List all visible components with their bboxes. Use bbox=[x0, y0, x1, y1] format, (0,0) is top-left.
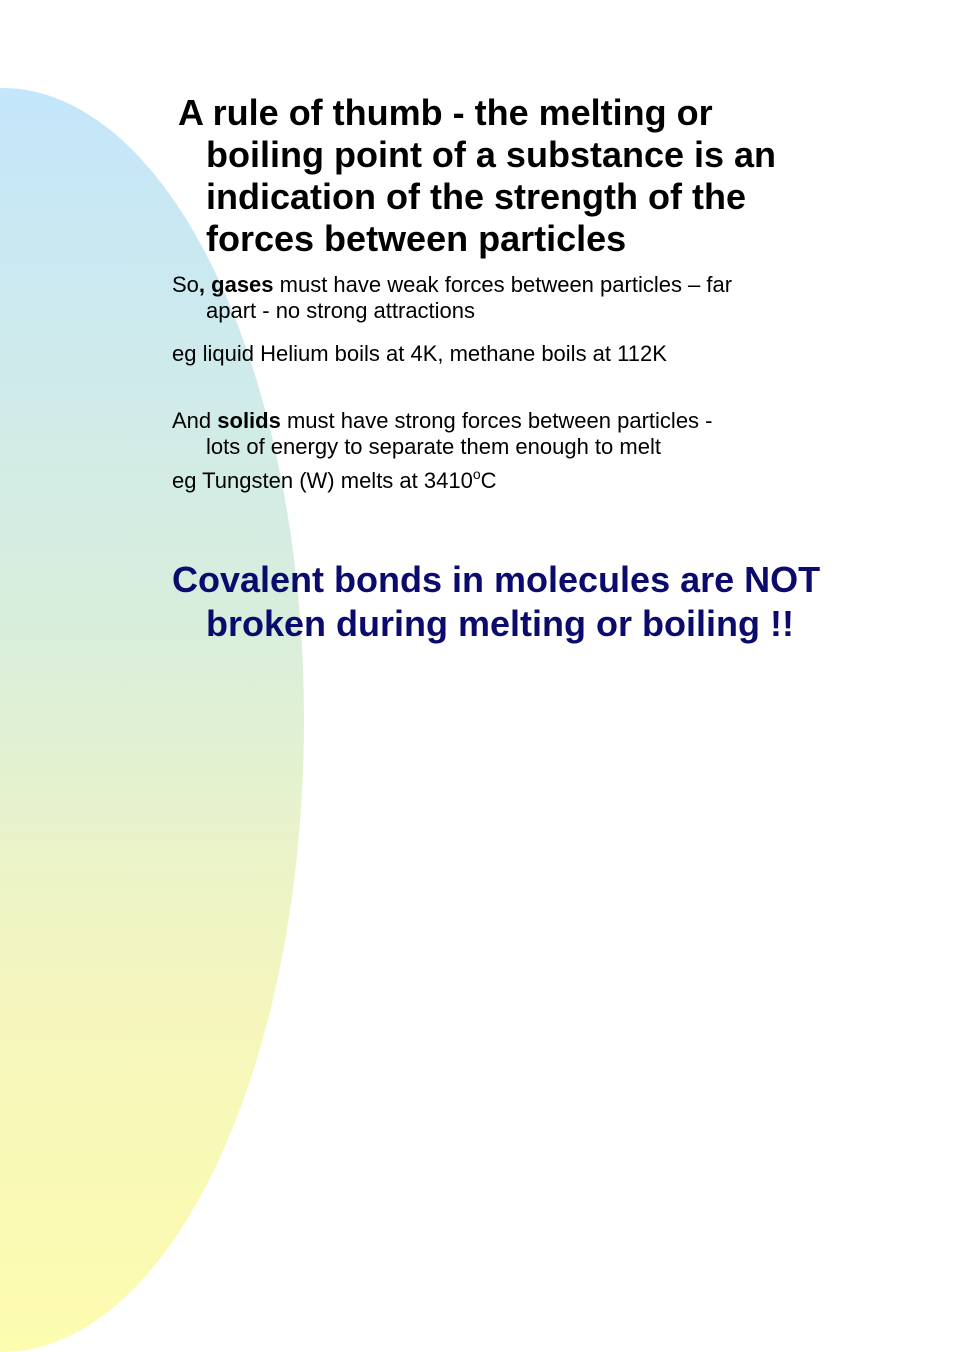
solids-prefix: And bbox=[172, 408, 218, 433]
gases-paragraph bbox=[172, 272, 892, 324]
conclusion-line-1: Covalent bonds in molecules are NOT bbox=[172, 559, 821, 600]
solid-example-text: eg Tungsten (W) melts at 3410 bbox=[172, 468, 473, 493]
heading-line-2: boiling point of a substance is an bbox=[206, 134, 777, 175]
solid-example-unit: C bbox=[480, 468, 497, 493]
gases-prefix: So bbox=[172, 272, 199, 297]
conclusion-line-2: broken during melting or boiling !! bbox=[206, 603, 794, 644]
slide-heading bbox=[172, 92, 872, 260]
solids-paragraph bbox=[172, 408, 892, 460]
gases-emphasis: , gases bbox=[198, 272, 274, 297]
heading-line-3: indication of the strength of the bbox=[206, 176, 746, 217]
conclusion-statement bbox=[172, 558, 892, 646]
heading-line-1: A rule of thumb - the melting or bbox=[178, 92, 713, 133]
gases-line-1-rest: must have weak forces between particles – far bbox=[273, 272, 733, 297]
solids-emphasis: solids bbox=[217, 408, 281, 433]
solids-line-1-rest: must have strong forces between particles - bbox=[280, 408, 713, 433]
solids-line-2: lots of energy to separate them enough to melt bbox=[206, 434, 661, 459]
gases-line-2: apart - no strong attractions bbox=[206, 298, 476, 323]
gas-example: eg liquid Helium boils at 4K, methane boils at 112K bbox=[172, 341, 667, 366]
heading-line-4: forces between particles bbox=[206, 218, 627, 259]
solid-example bbox=[172, 468, 892, 494]
degree-superscript: o bbox=[472, 466, 481, 482]
